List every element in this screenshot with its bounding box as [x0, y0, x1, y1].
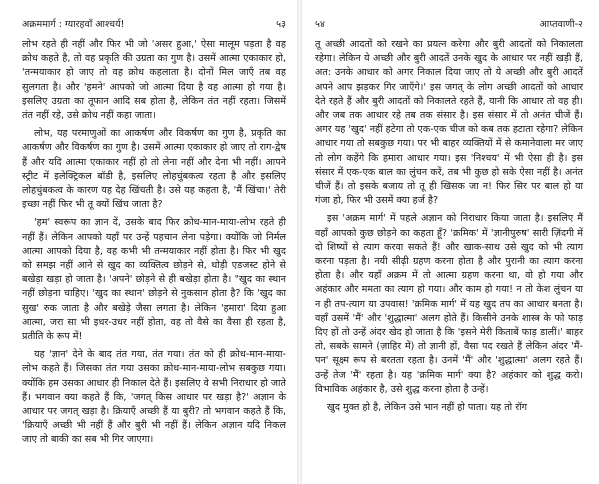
right-page	[303, 0, 599, 484]
right-paragraph-2: इस 'अक्रम मार्ग' में पहले अज्ञान को निराधार किया जाता है। इसलिए मैं वहाँ आपको कुछ छोड़ने का कहता हूँ? 'क्रमिक' में 'ज्ञानीपुरुष' सारी ज़िंदगी में दो शिष्यों से त्याग करवा सकते हैं! और खाक-साथ उसे खुद को भी त्याग करना पड़ता है। नयी सीढ़ी ग्रहण करना होता है और पुरानी का त्याग करना होता है। और यहाँ अक्रम में तो आत्मा ग्रहण करना था, वो हो गया और अहंकार और ममता का त्याग हो गया। और काम हो गया! न तो केश लुंचन या न ही तप-त्याग या उपवास! 'क्रमिक मार्ग' में यह खुद तप का आधार बनता है। वहाँ उसमें 'मैं' और 'शुद्धात्मा' अलग होते हैं। किसीने उनके शास्त्र के फो फाड़ दिए हों तो उन्हें अंदर खेद हो जाता है कि 'इसने मेरी किताबें फाड़ डालीं।' बाहर तो, सबके सामने (ज़ाहिर में) तो ज्ञानी हों, वैसा पद रखते हैं लेकिन अंदर 'मैं-पन' सूक्ष्म रूप से बरतता रहता है। उनमें 'मैं' और 'शुद्धात्मा' अलग रहते हैं। उन्हें तेज 'मैं' रहता है। यह 'क्रमिक मार्ग' क्या है? अहंकार को शुद्ध करो। विभाविक अहंकार है, उसे शुद्ध करना होता है उन्हें।	[315, 213, 583, 395]
book-gutter	[297, 0, 302, 484]
left-page-header	[22, 14, 286, 30]
left-paragraph-2: लोभ, यह परमाणुओं का आकर्षण और विकर्षण का गुण है, प्रकृति का आकर्षण और विकर्षण का गुण है। उसमें आत्मा एकाकार हो जाए तो राग-द्वेष हैं और यदि आत्मा एकाकार नहीं हो तो लेना नहीं और देना भी नहीं। आपने स्ट्रीट में इलेक्ट्रिकल बॉडी है, इसलिए लोहचुंबकत्व रहता है और इसलिए लोहचुंबकत्व के कारण यह देह खिंचती है। उसे यह कहता है, 'मैं खिंचा।' तेरी इच्छा नहीं फिर भी तू क्यों खिंच जाता है?	[22, 128, 286, 211]
right-running-title: आप्तवाणी-२	[539, 19, 583, 30]
left-paragraph-3: 'हम' स्वरूप का ज्ञान दें, उसके बाद फिर क्रोध-मान-माया-लोभ रहते ही नहीं हैं। लेकिन आपको यहाँ पर उन्हें पहचान लेना पड़ेगा। क्योंकि जो निर्मल आत्मा आपको दिया है, वह कभी भी तन्मयाकार नहीं होता है। फिर भी खुद को समझ नहीं आने से खुद का व्यक्तित्व छोड़ने से, थोड़ी एडजस्ट होने से बखेड़ा खड़ा हो जाता है। 'अपने' छोड़ने से ही बखेड़ा होता है। "खुद का स्थान नहीं छोड़ना चाहिए। 'खुद का स्थान' छोड़ने से नुकसान होता है? कि 'खुद का सुख' रुक जाता है और बखेड़े जैसा लगता है। लेकिन 'हमारा' दिया हुआ आत्मा, जरा सा भी इधर-उधर नहीं होता, वह तो वैसे का वैसा ही रहता है, प्रतीति के रूप में!	[22, 217, 286, 343]
left-paragraph-4: यह 'ज्ञान' देने के बाद तंत गया, तंत गया। तंत को ही क्रोध-मान-माया-लोभ कहते हैं। जिसका तंत गया उसका क्रोध-मान-माया-लोभ सबकुछ गया। क्योंकि हम उसका आधार ही निकाल देते हैं। इसलिए वे सभी निराधार हो जाते हैं। भगवान क्या कहते हैं कि, 'जगत् किस आधार पर खड़ा है?' अज्ञान के आधार पर जगत् खड़ा है। क्रियाएँ अच्छी हैं या बुरी? तो भगवान कहते हैं कि, 'क्रियाएँ अच्छी भी नहीं हैं और बुरी भी नहीं हैं। लेकिन अज्ञान यदि निकल जाए तो बाकी का सब भी गिर जाएगा।	[22, 349, 286, 446]
right-page-body	[315, 38, 583, 415]
right-page-number: ५४	[315, 19, 325, 30]
left-page-number: ५३	[276, 19, 286, 30]
left-page-body	[22, 38, 286, 448]
left-paragraph-1: लोभ रहते ही नहीं और फिर भी जो 'असर हुआ,' ऐसा मालूम पड़ता है वह क्रोध कहते है, तो वह प्रकृति की उग्रता का गुण है। उसमें आत्मा एकाकार हो, 'तन्मयाकार हो जाए तो वह क्रोध कहलाता है। दोनों मिल जाएँ तब वह सुलगता है। और 'हमने' आपको जो आत्मा दिया है वह आत्मा हो गया है। इसलिए उग्रता का तूफान आदि सब होता है, लेकिन तंत नहीं रहता। जिसमें तंत नहीं रहे, उसे क्रोध नहीं कहा जाता।	[22, 39, 286, 122]
right-page-header	[315, 14, 583, 30]
right-footer-line: खुद मुक्त हो है, लेकिन उसे भान नहीं हो पाता। यह तो रॉग	[327, 402, 528, 414]
right-paragraph-1: तू अच्छी आदतों को रखने का प्रयत्न करेगा और बुरी आदतों को निकालता रहेगा। लेकिन ये अच्छी और बुरी आदतें उनके खुद के आधार पर नहीं खड़ी हैं, अत: उनके आधार को अगर निकाल दिया जाए तो ये अच्छी और बुरी आदतें अपने आप झड़कर गिर जाएँगे।' इस जगत् के लोग अच्छी आदतों को आधार देते रहते हैं और बुरी आदतों को निकालते रहते हैं, यानी कि आधार तो वह ही। और जब तक आधार रहे तब तक संसार है। इस संसार में तो अनंत चीजें हैं। अगर यह 'खुद' नहीं हटेगा तो एक-एक चीज को कब तक हटाता रहेगा? लेकिन आधार गया तो सबकुछ गया। पर भी बाहर व्यक्तियों में से कमानेवाला मर जाए तो लोग कहेंगे कि हमारा आधार गया। इस 'निश्चय' में भी ऐसा ही है। इस संसार में एक-एक बाल का लुंचन करें, तब भी कुछ हो सके ऐसा नहीं है। अनंत चीजें हैं। तो इसके बजाय तो तू ही खिसक जा न! फिर सिर पर बाल हो या गंजा हो, फिर भी उसमें क्या हर्ज है?	[315, 39, 583, 207]
left-page	[0, 0, 296, 484]
left-running-title: अक्रममार्ग : ग्यारहवाँ आश्चर्य!	[22, 19, 125, 30]
